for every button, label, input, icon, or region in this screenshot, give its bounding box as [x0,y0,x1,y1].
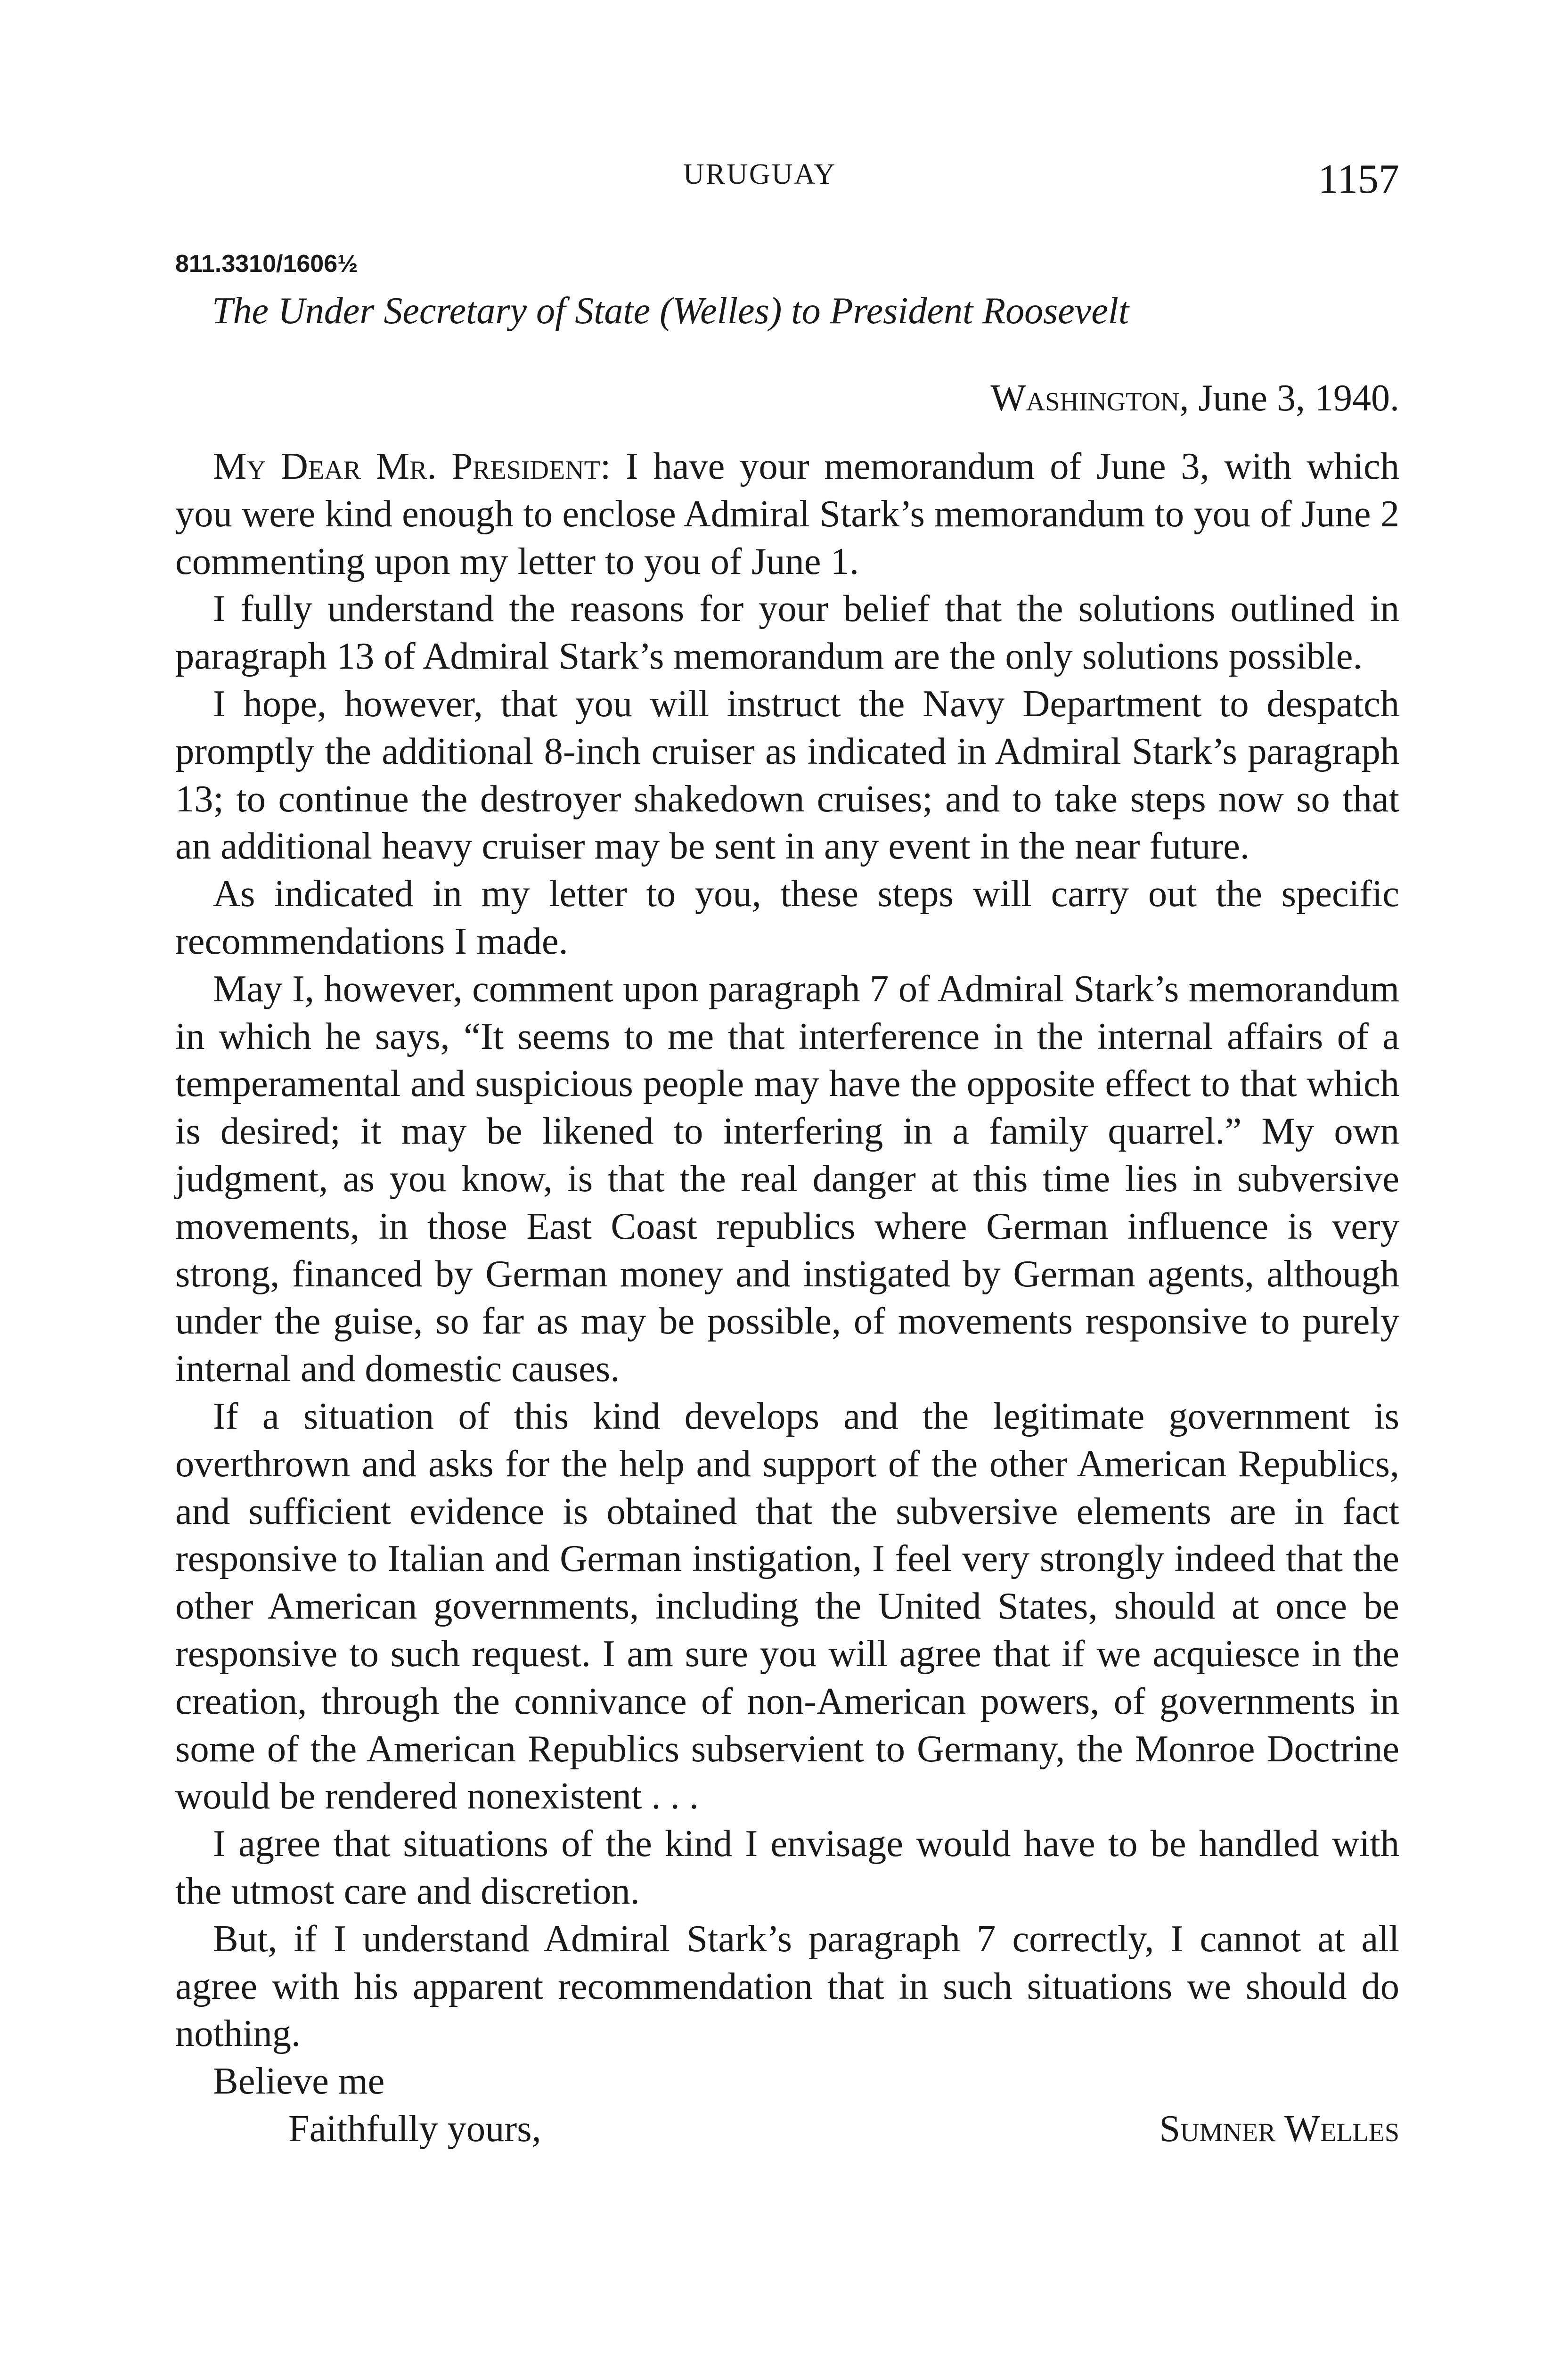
signature: Sumner Welles [1159,2107,1399,2150]
complimentary-close: Faithfully yours, [288,2107,541,2150]
paragraph-3: I hope, however, that you will instruct the Navy Department to despatch promptly the additional 8-inch cruiser as indicated in Admiral Stark’s paragraph 13; to continue the destroyer shakedown cruises; and to take steps now so that an additional heavy cruiser may be sent in any event in the near future. [175,682,1399,867]
dateline-place: Washington [990,377,1180,419]
letter-body [175,443,1399,2153]
signature-block [175,2105,1399,2153]
paragraph-7: I agree that situations of the kind I envisage would have to be handled with the utmost care and discretion. [175,1823,1399,1912]
page-number: 1157 [1318,156,1399,202]
dateline-date: , June 3, 1940. [1179,377,1399,419]
paragraph-2: I fully understand the reasons for your belief that the solutions outlined in paragraph 13 of Admiral Stark’s memorandum are the only solutions possible. [175,588,1399,678]
paragraph-6: If a situation of this kind develops and the legitimate government is overthrown and asks for the help and support of the other American Republics, and sufficient evidence is obtained that the subversive elements are in fact responsive to Italian and German instigation, I feel very strongly indeed that the other American governments, including the United States, should at once be responsive to such request. I am sure you will agree that if we acquiesce in the creation, through the connivance of non-American powers, of governments in some of the American Republics subservient to Germany, the Monroe Doctrine would be rendered nonexistent . . . [175,1395,1399,1817]
file-reference: 811.3310/1606½ [175,250,358,278]
dateline [990,377,1399,420]
running-title: URUGUAY [683,158,837,190]
paragraph-1 [175,443,1399,585]
document-title: The Under Secretary of State (Welles) to President Roosevelt [212,290,1129,332]
salutation: My Dear Mr. President [213,445,600,487]
paragraph-5: May I, however, comment upon paragraph 7 of Admiral Stark’s memorandum in which he says, “It seems to me that interference in the internal affairs of a temperamental and suspicious people may have the opposite effect to that which is desired; it may be likened to interfering in a family quarrel.” My own judgment, as you know, is that the real danger at this time lies in subversive movements, in those East Coast republics where German influence is very strong, financed by German money and instigated by German agents, although under the guise, so far as may be possible, of movements responsive to purely internal and domestic causes. [175,967,1399,1390]
closing-line: Believe me [213,2060,385,2102]
paragraph-4: As indicated in my letter to you, these steps will carry out the specific recommendations I made. [175,873,1399,962]
paragraph-8: But, if I understand Admiral Stark’s paragraph 7 correctly, I cannot at all agree with his apparent recommendation that in such situations we should do nothing. [175,1917,1399,2055]
paragraph-1-text: : I have your memorandum of June 3, with which you were kind enough to enclose Admiral Stark’s memorandum to you of June 2 commenting upon my letter to you of June 1. [175,445,1399,582]
